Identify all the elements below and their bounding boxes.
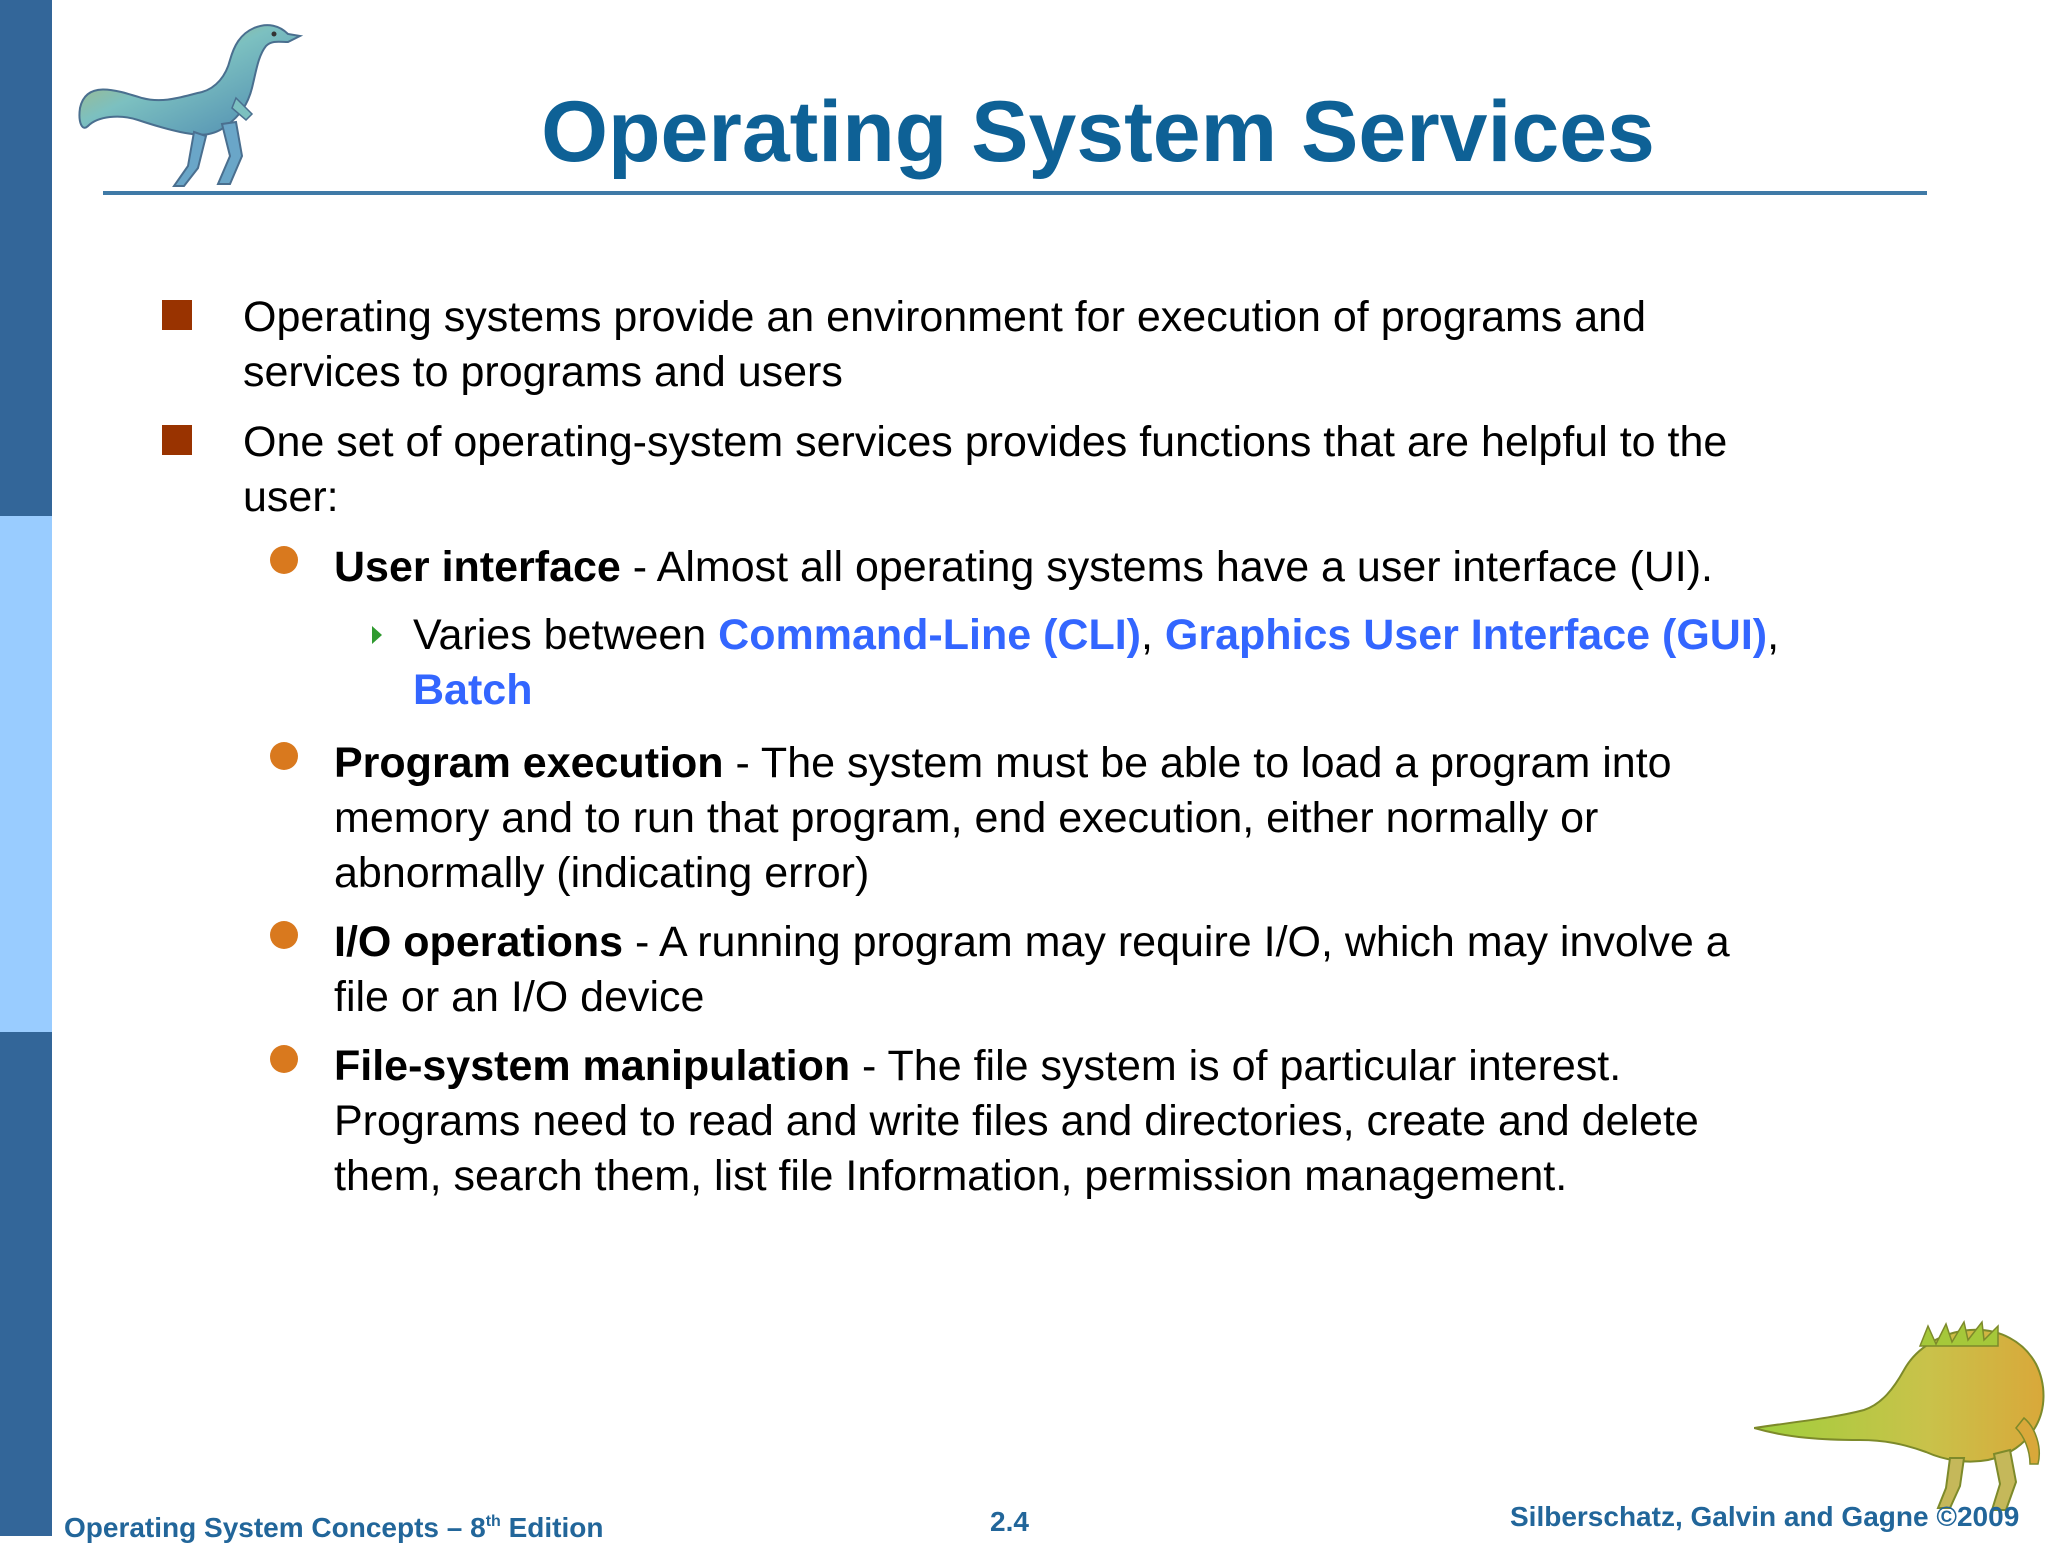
footer-page-number: 2.4	[990, 1506, 1029, 1537]
subitem-file-system-manipulation	[334, 1039, 1914, 1204]
round-bullet-icon	[270, 742, 298, 770]
round-bullet-icon	[270, 1045, 298, 1073]
file-system-line-3: them, search them, list file Information, permission management.	[334, 1152, 1568, 1200]
separator-comma: ,	[1140, 611, 1165, 659]
term-program-execution: Program execution	[334, 739, 724, 787]
subitem-interface-types	[413, 608, 1913, 718]
interface-types-prefix: Varies between	[413, 611, 719, 659]
user-interface-text: - Almost all operating systems have a user interface (UI).	[620, 543, 1713, 591]
round-bullet-icon	[270, 921, 298, 949]
io-operations-line-2: file or an I/O device	[334, 973, 705, 1021]
bullet-1-line-1: Operating systems provide an environment for execution of programs and	[243, 293, 1647, 341]
program-execution-line-2: memory and to run that program, end execution, either normally or	[334, 794, 1599, 842]
triangle-bullet-icon	[372, 626, 382, 644]
term-user-interface: User interface	[334, 543, 621, 591]
term-file-system-manipulation: File-system manipulation	[334, 1042, 851, 1090]
subitem-user-interface	[334, 540, 1914, 595]
gui-term: Graphics User Interface (GUI)	[1164, 611, 1768, 659]
subitem-program-execution	[334, 736, 1914, 901]
dinosaur-icon	[1754, 1318, 2048, 1518]
subitem-io-operations	[334, 915, 1914, 1025]
program-execution-line-1: - The system must be able to load a program into	[723, 739, 1672, 787]
title-divider	[103, 191, 1927, 195]
term-io-operations: I/O operations	[334, 918, 624, 966]
round-bullet-icon	[270, 546, 298, 574]
file-system-line-1: - The file system is of particular interest.	[850, 1042, 1622, 1090]
bullet-1	[243, 290, 1903, 400]
square-bullet-icon	[162, 300, 192, 330]
bullet-2-line-2: user:	[243, 473, 339, 521]
program-execution-line-3: abnormally (indicating error)	[334, 849, 870, 897]
square-bullet-icon	[162, 425, 192, 455]
cli-term: Command-Line (CLI)	[718, 611, 1141, 659]
bullet-1-line-2: services to programs and users	[243, 348, 843, 396]
bullet-2	[243, 415, 1903, 525]
sidebar-strip-highlight	[0, 516, 52, 1032]
batch-term: Batch	[413, 666, 533, 714]
footer-authors: Silberschatz, Galvin and Gagne ©2009	[1510, 1501, 2020, 1532]
file-system-line-2: Programs need to read and write files and directories, create and delete	[334, 1097, 1699, 1145]
bullet-2-line-1: One set of operating-system services provides functions that are helpful to the	[243, 418, 1728, 466]
separator-comma: ,	[1767, 611, 1780, 659]
slide-title: Operating System Services	[541, 84, 1655, 180]
footer-book-title: Operating System Concepts – 8th Edition	[64, 1512, 604, 1543]
io-operations-line-1: - A running program may require I/O, which may involve a	[623, 918, 1730, 966]
